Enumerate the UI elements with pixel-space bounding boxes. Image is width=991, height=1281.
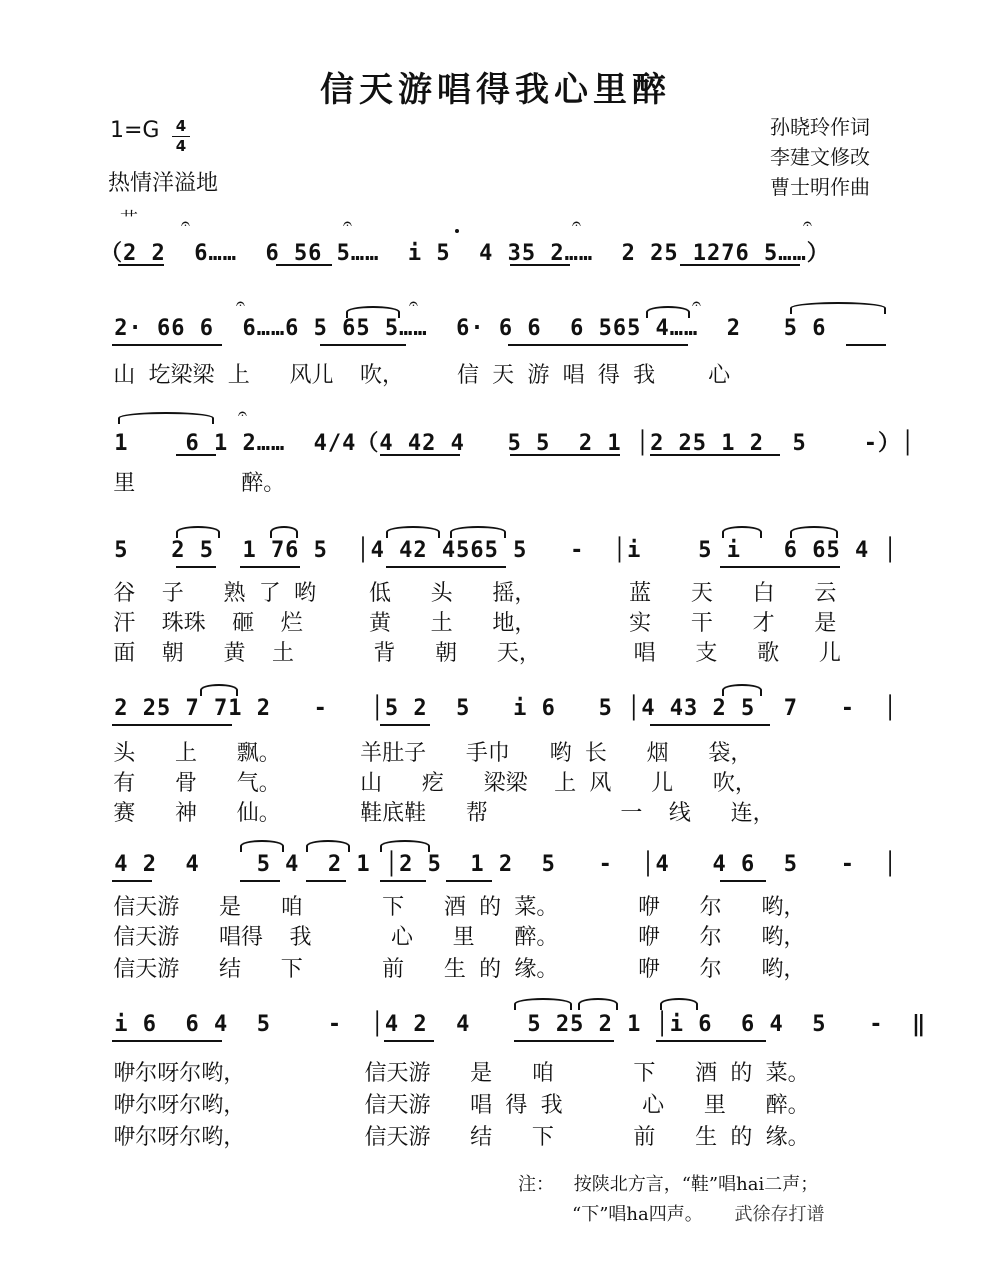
fermata-icon: 𝄐 <box>236 294 245 313</box>
beam-underline <box>386 566 506 568</box>
lyrics-line-7-verse-1: 咿尔呀尔哟， 信天游 是 咱 下 酒 的 菜。 <box>100 1061 810 1086</box>
beam-underline <box>680 264 800 266</box>
time-signature <box>172 118 190 155</box>
slur-arc <box>118 412 214 424</box>
slur-arc <box>722 684 762 696</box>
fermata-icon: 𝄐 <box>238 404 247 423</box>
footnote <box>518 1170 824 1230</box>
fermata-icon: 𝄐 <box>343 214 352 233</box>
notes-line-1: （2 2 6…… 6 56 5…… i 5 4 35 2…… 2 25 1276 5……） <box>100 241 830 266</box>
footnote-line-2 <box>518 1200 824 1230</box>
lyrics-line-6-verse-3: 信天游 结 下 前 生 的 缘。 咿 尔 哟， <box>100 957 806 982</box>
beam-underline <box>514 1040 614 1042</box>
slur-arc <box>386 526 440 538</box>
notes-line-6: 4 2 4 5 4 2 1 │2 5 1 2 5 - │4 4 6 5 - │ <box>100 852 898 877</box>
beam-underline <box>846 344 886 346</box>
footnote-text-2: “下”唱ha四声。 <box>572 1204 703 1225</box>
time-signature-bottom: 4 <box>175 137 187 155</box>
reviser-credit: 李建文修改 <box>770 145 870 169</box>
beam-underline <box>656 1040 766 1042</box>
beam-underline <box>240 880 280 882</box>
fermata-icon: 𝄐 <box>803 214 812 233</box>
lyrics-line-4-verse-2: 汗 珠珠 砸 烂 黄 土 地， 实 干 才 是 <box>100 611 837 636</box>
slur-arc <box>578 998 618 1010</box>
lyrics-line-5-verse-1: 头 上 飘。 羊肚子 手巾 哟 长 烟 袋， <box>100 741 753 766</box>
beam-underline <box>118 264 164 266</box>
lyrics-line-3: 里 醉。 <box>100 471 286 496</box>
footnote-line-1 <box>518 1170 824 1200</box>
lyrics-line-6-verse-1: 信天游 是 咱 下 酒 的 菜。 咿 尔 哟， <box>100 895 806 920</box>
slur-arc <box>380 840 430 852</box>
composer-credit: 曹士明作曲 <box>770 175 870 199</box>
beam-underline <box>276 264 332 266</box>
beam-underline <box>112 344 222 346</box>
high-octave-dot <box>455 229 459 233</box>
slur-arc <box>200 684 238 696</box>
lyrics-line-5-verse-3: 赛 神 仙。 鞋底鞋 帮 一 线 连， <box>100 801 775 826</box>
fermata-icon: 𝄐 <box>572 214 581 233</box>
beam-underline <box>508 344 688 346</box>
slur-arc <box>270 526 298 538</box>
lyrics-line-5-verse-2: 有 骨 气。 山 疙 梁梁 上 风 儿 吹， <box>100 771 757 796</box>
beam-underline <box>380 454 460 456</box>
footnote-text-1: 按陕北方言，“鞋”唱hai二声； <box>573 1174 819 1195</box>
beam-underline <box>510 454 620 456</box>
beam-underline <box>306 880 346 882</box>
slur-arc <box>790 302 886 314</box>
slur-arc <box>240 840 284 852</box>
beam-underline <box>510 264 570 266</box>
slur-arc <box>514 998 572 1010</box>
transcriber-credit: 武徐存打谱 <box>734 1204 825 1225</box>
lyrics-line-4-verse-3: 面 朝 黄 土 背 朝 天， 唱 支 歌 儿 <box>100 641 841 666</box>
slur-arc <box>176 526 220 538</box>
beam-underline <box>112 880 152 882</box>
slur-arc <box>346 306 400 318</box>
notes-line-7: i 6 6 4 5 - │4 2 4 5 25 2 1 │i 6 6 4 5 - ‖ <box>100 1012 927 1037</box>
fermata-icon: 𝄐 <box>409 294 418 313</box>
song-title: 信天游唱得我心里醉 <box>320 70 671 110</box>
slur-arc <box>722 526 762 538</box>
lyricist-credit: 孙晓玲作词 <box>770 115 870 139</box>
beam-underline <box>650 724 770 726</box>
beam-underline <box>176 454 216 456</box>
beam-underline <box>380 724 430 726</box>
slur-arc <box>450 526 506 538</box>
lyrics-line-4-verse-1: 谷 子 熟 了 哟 低 头 摇， 蓝 天 白 云 <box>100 581 837 606</box>
beam-underline <box>650 454 780 456</box>
notes-line-3: 1 6 1 2…… 4/4（4 42 4 5 5 2 1 │2 25 1 2 5 -）│ <box>100 431 916 456</box>
footnote-label: 注： <box>518 1174 554 1195</box>
beam-underline <box>112 724 232 726</box>
lyrics-line-6-verse-2: 信天游 唱得 我 心 里 醉。 咿 尔 哟， <box>100 925 806 950</box>
beam-underline <box>384 1040 434 1042</box>
slur-arc <box>646 306 690 318</box>
credits-block <box>770 112 870 202</box>
time-signature-top: 4 <box>175 117 187 135</box>
slur-arc <box>790 526 838 538</box>
score-line-1 <box>0 214 991 296</box>
slur-arc <box>306 840 350 852</box>
fermata-icon: 𝄐 <box>181 214 190 233</box>
lyrics-line-7-verse-3: 咿尔呀尔哟， 信天游 结 下 前 生 的 缘。 <box>100 1125 810 1150</box>
notes-line-4: 5 2 5 1 76 5 │4 42 4565 5 - │i 5 i 6 65 4 │ <box>100 538 898 563</box>
lyrics-line-7-verse-2: 咿尔呀尔哟， 信天游 唱 得 我 心 里 醉。 <box>100 1093 810 1118</box>
notes-line-5: 2 25 7 71 2 - │5 2 5 i 6 5 │4 43 2 5 7 - │ <box>100 696 898 721</box>
slur-arc <box>660 998 698 1010</box>
beam-underline <box>720 880 766 882</box>
fermata-icon: 𝄐 <box>692 294 701 313</box>
beam-underline <box>380 880 426 882</box>
beam-underline <box>720 566 840 568</box>
beam-underline <box>112 1040 222 1042</box>
tempo-marking: 热情洋溢地 <box>108 171 219 196</box>
lyrics-line-2: 山 圪梁梁 上 风儿 吹， 信 天 游 唱 得 我 心 <box>100 363 731 388</box>
beam-underline <box>320 344 406 346</box>
beam-underline <box>446 880 492 882</box>
intro-mark: 艹 <box>120 209 138 230</box>
beam-underline <box>240 566 300 568</box>
beam-underline <box>176 566 216 568</box>
key-signature: 1=G <box>110 118 160 143</box>
notes-line-2: 2· 66 6 6……6 5 65 5…… 6· 6 6 6 565 4…… 2 5 6 <box>100 316 827 341</box>
